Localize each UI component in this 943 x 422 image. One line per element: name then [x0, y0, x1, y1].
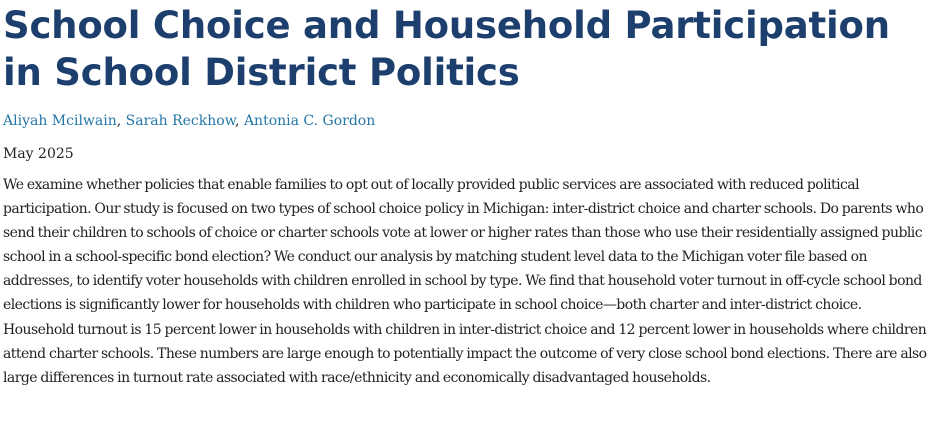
- paper-title: School Choice and Household Participation in School District Politics: [3, 4, 890, 94]
- author-list: [3, 111, 928, 131]
- publication-date: May 2025: [3, 146, 74, 162]
- paper-page: [3, 0, 928, 390]
- author-link-reckhow[interactable]: Sarah Reckhow: [125, 113, 236, 129]
- abstract-text: We examine whether policies that enable families to opt out of locally provided public services are associated with reduced political participation. Our study is focused on two types of school choice policy in Michigan: inter-district choice and charter schools. Do parents who send their children to schools of choice or charter schools vote at lower or higher rates than those who use their residentially assigned public school in a school-specific bond election? We conduct our analysis by matching student level data to the Michigan voter file based on addresses, to identify voter households with children enrolled in school by type. We find that household voter turnout in off-cycle school bond elections is significantly lower for households with children who participate in school choice—both charter and inter-district choice. Household turnout is 15 percent lower in households with children in inter-district choice and 12 percent lower in households where children attend charter schools. These numbers are large enough to potentially impact the outcome of very close school bond elections. There are also large differences in turnout rate associated with race/ethnicity and economically disadvantaged households.: [3, 177, 927, 386]
- author-link-mcilwain[interactable]: Aliyah Mcilwain: [3, 113, 117, 129]
- author-separator: ,: [235, 113, 244, 129]
- author-link-gordon[interactable]: Antonia C. Gordon: [243, 113, 376, 129]
- author-separator: ,: [116, 113, 126, 129]
